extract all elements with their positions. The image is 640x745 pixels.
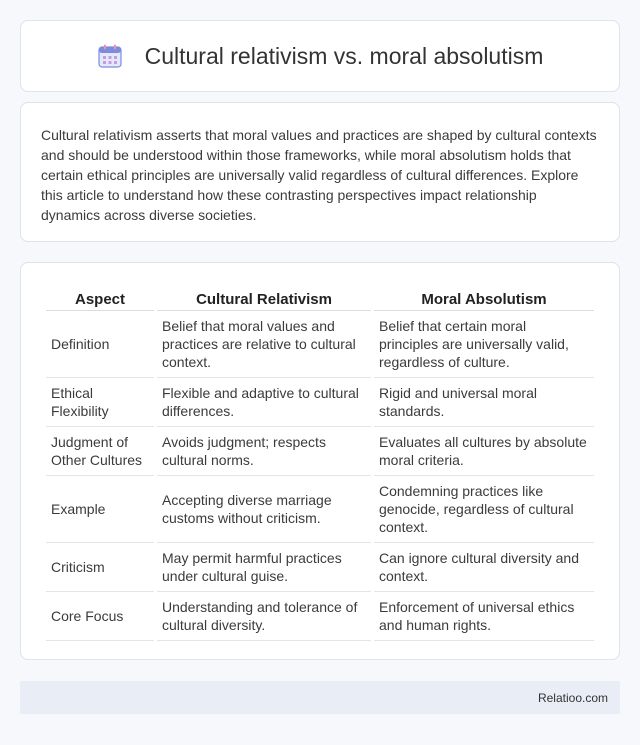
header-cultural-relativism: Cultural Relativism <box>157 283 371 311</box>
cell-relativism: Belief that moral values and practices are relative to cultural context. <box>157 311 371 378</box>
cell-aspect: Definition <box>46 311 154 378</box>
table-header-row <box>46 283 594 311</box>
cell-relativism: Accepting diverse marriage customs without criticism. <box>157 476 371 543</box>
cell-relativism: May permit harmful practices under cultural guise. <box>157 543 371 592</box>
cell-aspect: Example <box>46 476 154 543</box>
table-row <box>46 427 594 476</box>
cell-relativism: Avoids judgment; respects cultural norms. <box>157 427 371 476</box>
header-aspect: Aspect <box>46 283 154 311</box>
cell-absolutism: Belief that certain moral principles are universally valid, regardless of culture. <box>374 311 594 378</box>
comparison-table <box>43 283 597 641</box>
table-row <box>46 378 594 427</box>
cell-aspect: Core Focus <box>46 592 154 641</box>
cell-relativism: Flexible and adaptive to cultural differences. <box>157 378 371 427</box>
table-row <box>46 543 594 592</box>
cell-absolutism: Can ignore cultural diversity and context. <box>374 543 594 592</box>
title-card <box>20 20 620 92</box>
table-row <box>46 311 594 378</box>
cell-absolutism: Enforcement of universal ethics and human rights. <box>374 592 594 641</box>
footer-brand[interactable]: Relatioo.com <box>537 690 608 705</box>
cell-relativism: Understanding and tolerance of cultural diversity. <box>157 592 371 641</box>
table-row <box>46 592 594 641</box>
footer <box>20 681 620 714</box>
calendar-icon <box>97 43 123 69</box>
header-moral-absolutism: Moral Absolutism <box>374 283 594 311</box>
cell-aspect: Ethical Flexibility <box>46 378 154 427</box>
cell-aspect: Criticism <box>46 543 154 592</box>
cell-absolutism: Evaluates all cultures by absolute moral criteria. <box>374 427 594 476</box>
cell-absolutism: Condemning practices like genocide, regardless of cultural context. <box>374 476 594 543</box>
comparison-card <box>20 262 620 660</box>
table-row <box>46 476 594 543</box>
intro-card <box>20 102 620 242</box>
intro-paragraph: Cultural relativism asserts that moral values and practices are shaped by cultural contexts and should be understood within those frameworks, while moral absolutism holds that certain ethical principles are universally valid regardless of cultural differences. Explore this article to understand how these contrasting perspectives impact relationship dynamics across diverse societies. <box>41 127 597 223</box>
page-title: Cultural relativism vs. moral absolutism <box>144 42 544 69</box>
cell-aspect: Judgment of Other Cultures <box>46 427 154 476</box>
cell-absolutism: Rigid and universal moral standards. <box>374 378 594 427</box>
